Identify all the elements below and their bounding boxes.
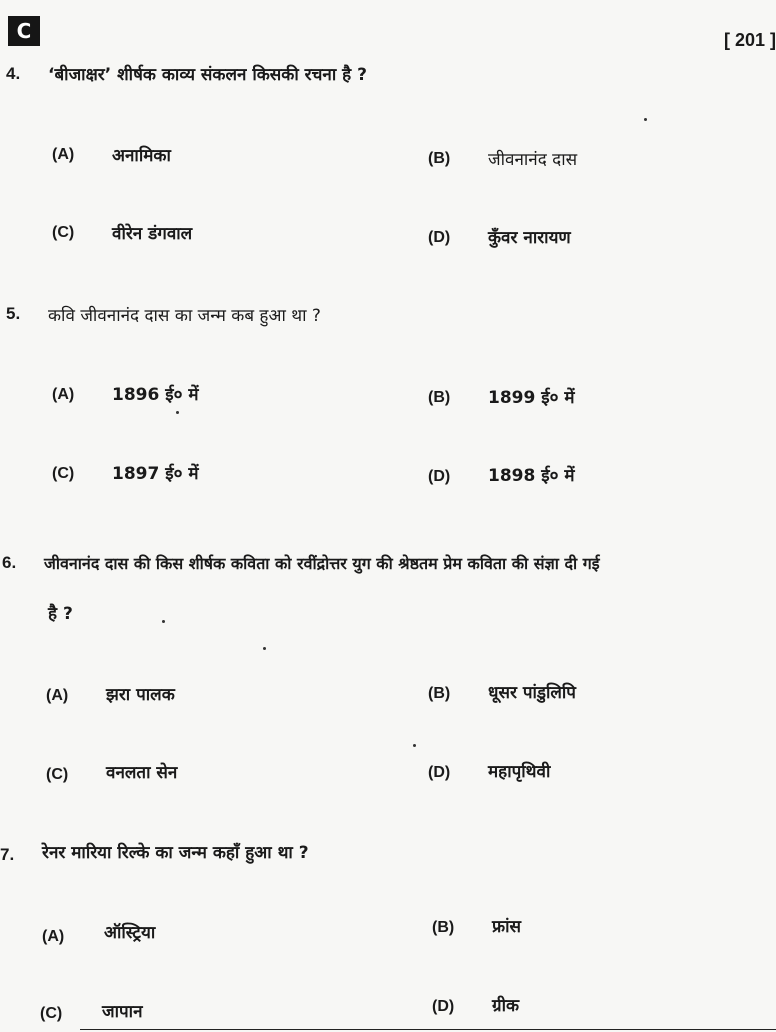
- scan-speck: [263, 647, 266, 650]
- option-label: (B): [432, 919, 455, 936]
- option-text[interactable]: अनामिका: [112, 146, 171, 166]
- option-text[interactable]: कुँवर नारायण: [488, 228, 571, 248]
- option-label: (C): [46, 766, 69, 783]
- option-label: (D): [428, 468, 451, 485]
- option-text[interactable]: ग्रीक: [492, 996, 520, 1016]
- scan-speck: [413, 744, 416, 747]
- scan-speck: [162, 620, 165, 623]
- question-number: 6.: [2, 553, 17, 572]
- option-text[interactable]: महापृथिवी: [488, 762, 551, 782]
- option-label: (B): [428, 389, 451, 406]
- question-number: 5.: [6, 304, 21, 323]
- option-label: (A): [52, 386, 75, 403]
- option-text[interactable]: जापान: [102, 1002, 143, 1022]
- question-text: कवि जीवनानंद दास का जन्म कब हुआ था ?: [48, 306, 321, 326]
- option-label: (C): [52, 224, 75, 241]
- footer-rule: [80, 1029, 776, 1030]
- option-text[interactable]: फ्रांस: [492, 917, 522, 937]
- option-text[interactable]: 1896 ई० में: [112, 385, 199, 405]
- option-text[interactable]: ऑस्ट्रिया: [104, 923, 156, 943]
- option-label: (C): [40, 1005, 63, 1022]
- question-text: ‘बीजाक्षर’ शीर्षक काव्य संकलन किसकी रचना है ?: [48, 65, 367, 85]
- option-text[interactable]: 1898 ई० में: [488, 466, 575, 486]
- option-label: (A): [46, 687, 69, 704]
- option-label: (A): [52, 146, 75, 163]
- option-label: (C): [52, 465, 75, 482]
- option-text[interactable]: धूसर पांडुलिपि: [488, 683, 576, 703]
- option-label: (B): [428, 685, 451, 702]
- set-badge: C: [8, 16, 40, 46]
- option-label: (D): [432, 998, 455, 1015]
- option-label: (D): [428, 764, 451, 781]
- option-label: (D): [428, 229, 451, 246]
- option-text[interactable]: झरा पालक: [106, 685, 175, 705]
- page-number: [ 201 ]: [723, 30, 776, 50]
- option-text[interactable]: वनलता सेन: [106, 763, 178, 783]
- option-text[interactable]: 1899 ई० में: [488, 388, 575, 408]
- question-text: जीवनानंद दास की किस शीर्षक कविता को रवींद्रोत्तर युग की श्रेष्ठतम प्रेम कविता की संज्ञा दी गई: [44, 554, 600, 573]
- question-text-continuation: है ?: [48, 604, 73, 624]
- question-number: 4.: [6, 64, 21, 83]
- option-text[interactable]: जीवनानंद दास: [488, 150, 578, 170]
- option-label: (A): [42, 928, 65, 945]
- option-label: (B): [428, 150, 451, 167]
- question-text: रेनर मारिया रिल्के का जन्म कहाँ हुआ था ?: [42, 843, 309, 863]
- scan-speck: [644, 118, 647, 121]
- scan-speck: [176, 411, 179, 414]
- question-number: 7.: [0, 845, 15, 864]
- option-text[interactable]: 1897 ई० में: [112, 464, 199, 484]
- option-text[interactable]: वीरेन डंगवाल: [112, 224, 193, 244]
